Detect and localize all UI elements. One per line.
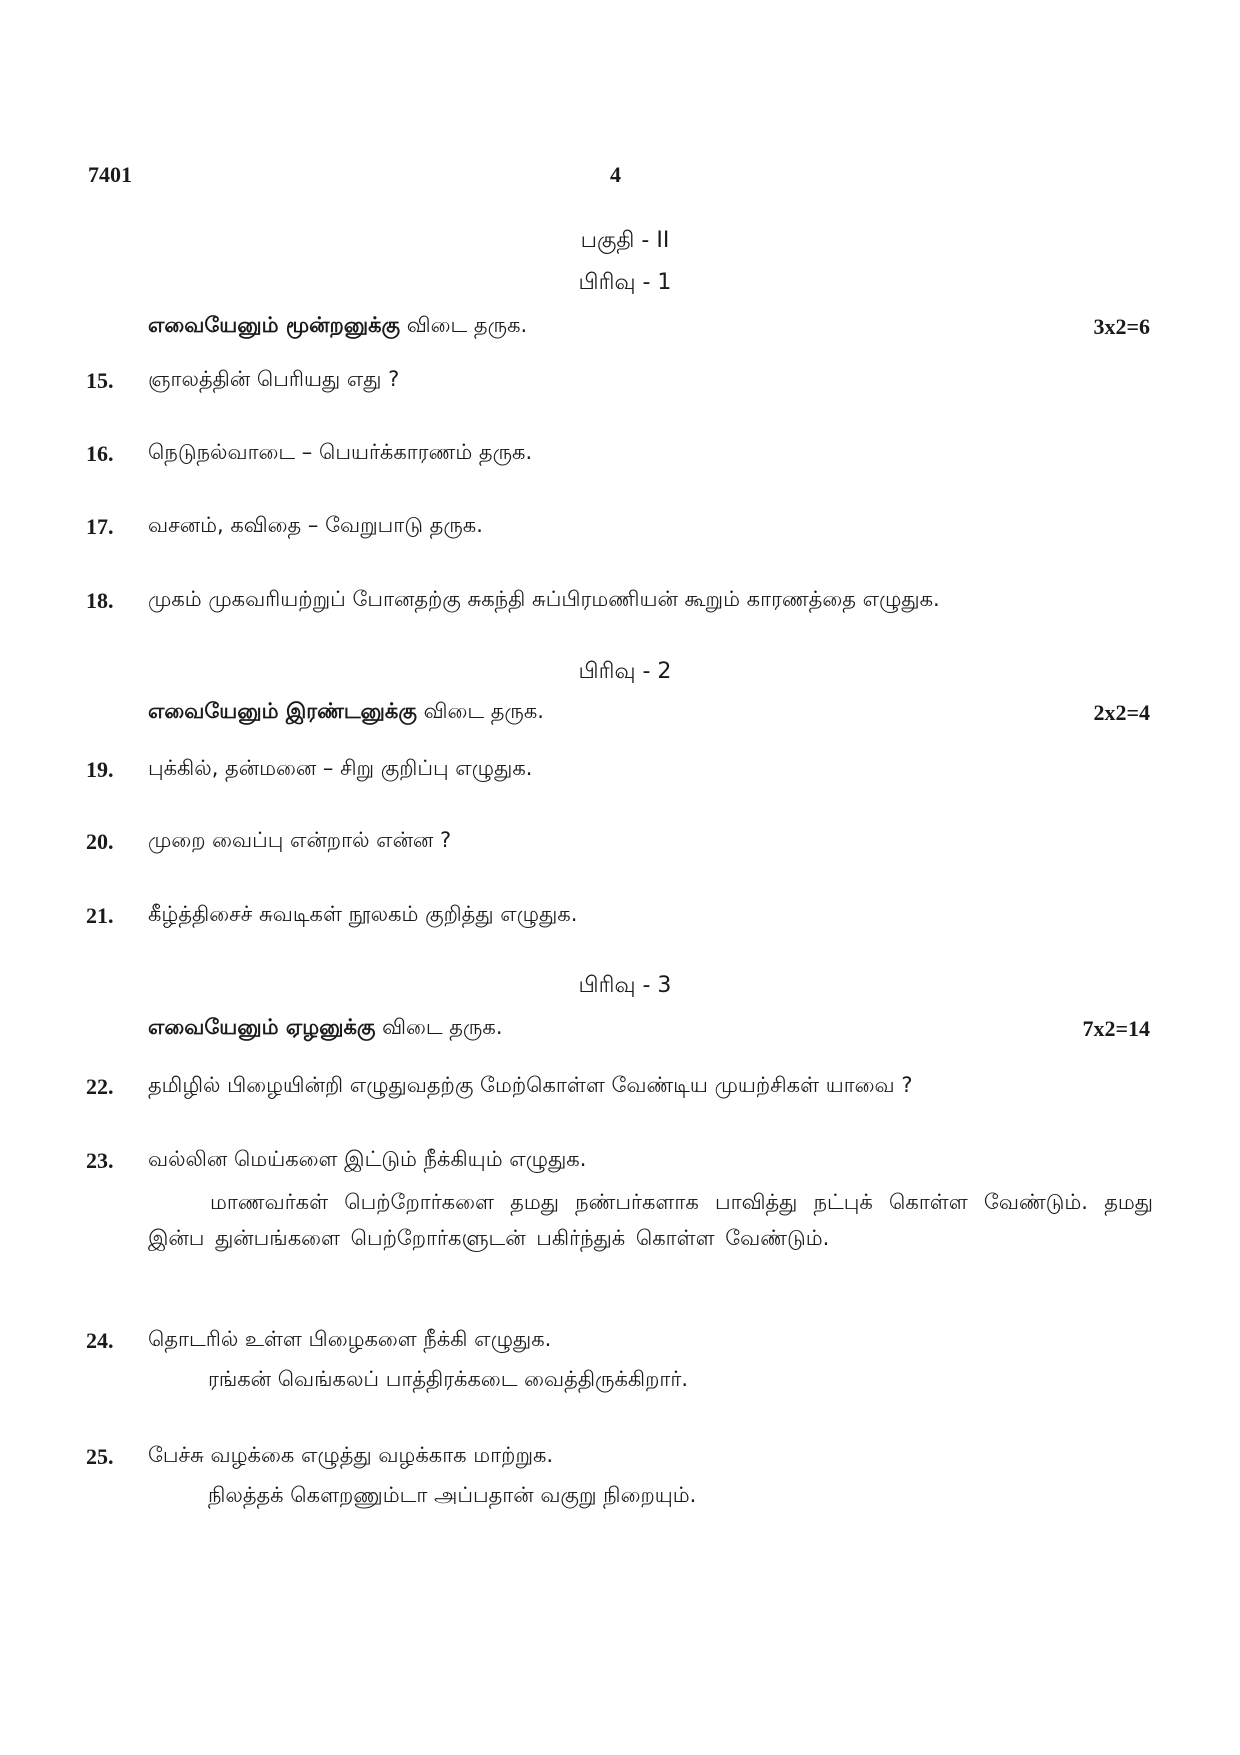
instruction-bold: எவையேனும் மூன்றனுக்கு <box>148 313 401 337</box>
question-number: 18. <box>86 588 114 613</box>
question-text: பேச்சு வழக்கை எழுத்து வழக்காக மாற்றுக. <box>148 1443 554 1467</box>
section-3-instruction <box>148 1015 503 1042</box>
question-text: புக்கில், தன்மனை – சிறு குறிப்பு எழுதுக. <box>148 756 533 780</box>
question-number: 16. <box>86 441 114 466</box>
question-text: ஞாலத்தின் பெரியது எது ? <box>148 367 400 391</box>
section-1-marks: 3x2=6 <box>1093 314 1150 339</box>
question-number: 20. <box>86 829 114 854</box>
section-2-instruction <box>148 699 544 726</box>
question-text: தொடரில் உள்ள பிழைகளை நீக்கி எழுதுக. <box>148 1327 552 1351</box>
question-passage: நிலத்தக் கௌறணும்டா அப்பதான் வகுறு நிறையும். <box>208 1483 697 1507</box>
paper-code: 7401 <box>88 162 132 187</box>
question-number: 22. <box>86 1074 114 1099</box>
question-number: 19. <box>86 757 114 782</box>
section-1-title: பிரிவு - 1 <box>578 270 672 295</box>
section-1-instruction <box>148 313 527 340</box>
question-text: முகம் முகவரியற்றுப் போனதற்கு சுகந்தி சுப்பிரமணியன் கூறும் காரணத்தை எழுதுக. <box>148 587 940 611</box>
page-number: 4 <box>610 162 621 187</box>
section-3-marks: 7x2=14 <box>1082 1016 1150 1041</box>
section-2-title: பிரிவு - 2 <box>578 659 672 684</box>
question-number: 17. <box>86 514 114 539</box>
question-text: தமிழில் பிழையின்றி எழுதுவதற்கு மேற்கொள்ள வேண்டிய முயற்சிகள் யாவை ? <box>148 1073 913 1097</box>
question-text: கீழ்த்திசைச் சுவடிகள் நூலகம் குறித்து எழுதுக. <box>148 902 578 926</box>
question-passage: மாணவர்கள் பெற்றோர்களை தமது நண்பர்களாக பாவித்து நட்புக் கொள்ள வேண்டும். தமது இன்ப துன்பங்களை பெற்றோர்களுடன் பகிர்ந்துக் கொள்ள வேண்டும். <box>148 1190 1153 1250</box>
instruction-rest: விடை தருக. <box>375 1015 503 1039</box>
section-3-title: பிரிவு - 3 <box>578 973 672 998</box>
part-title: பகுதி - II <box>580 228 670 253</box>
question-number: 23. <box>86 1148 114 1173</box>
question-text: வசனம், கவிதை – வேறுபாடு தருக. <box>148 513 483 537</box>
question-text: முறை வைப்பு என்றால் என்ன ? <box>148 828 452 852</box>
question-number: 24. <box>86 1328 114 1353</box>
instruction-bold: எவையேனும் இரண்டனுக்கு <box>148 699 417 723</box>
question-number: 15. <box>86 368 114 393</box>
question-number: 21. <box>86 903 114 928</box>
question-passage: ரங்கன் வெங்கலப் பாத்திரக்கடை வைத்திருக்கிறார். <box>208 1367 689 1391</box>
question-text: நெடுநல்வாடை – பெயர்க்காரணம் தருக. <box>148 440 533 464</box>
question-number: 25. <box>86 1444 114 1469</box>
question-text: வல்லின மெய்களை இட்டும் நீக்கியும் எழுதுக. <box>148 1147 587 1171</box>
instruction-rest: விடை தருக. <box>416 699 544 723</box>
instruction-bold: எவையேனும் ஏழனுக்கு <box>148 1015 376 1039</box>
instruction-rest: விடை தருக. <box>400 313 528 337</box>
section-2-marks: 2x2=4 <box>1093 700 1150 725</box>
